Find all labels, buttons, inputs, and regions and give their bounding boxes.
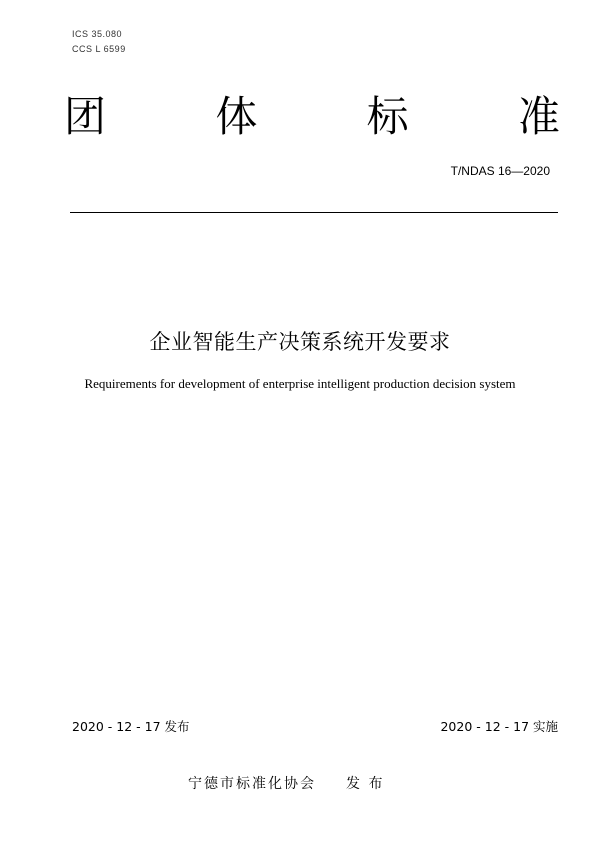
standard-number: T/NDAS 16—2020 [450,164,550,178]
title-english: Requirements for development of enterprise intelligent production decision system [84,376,516,391]
issuer-line [188,773,384,793]
document-type-heading [64,92,560,142]
issue-date: 2020 - 12 - 17 发布 [72,719,190,734]
issuer-name: 宁德市标准化协会 [188,776,316,792]
heading-char-3: 标 [366,92,409,141]
ics-code: ICS 35.080 [72,29,123,39]
ccs-code: CCS L 6599 [72,44,126,54]
issuer-action: 发 布 [346,776,385,792]
heading-char-4: 准 [517,92,560,141]
heading-char-1: 团 [64,92,107,141]
title-chinese: 企业智能生产决策系统开发要求 [149,330,451,354]
heading-char-2: 体 [215,92,258,141]
implementation-date: 2020 - 12 - 17 实施 [440,719,558,734]
header-divider [70,212,558,213]
classification-codes [72,27,126,57]
